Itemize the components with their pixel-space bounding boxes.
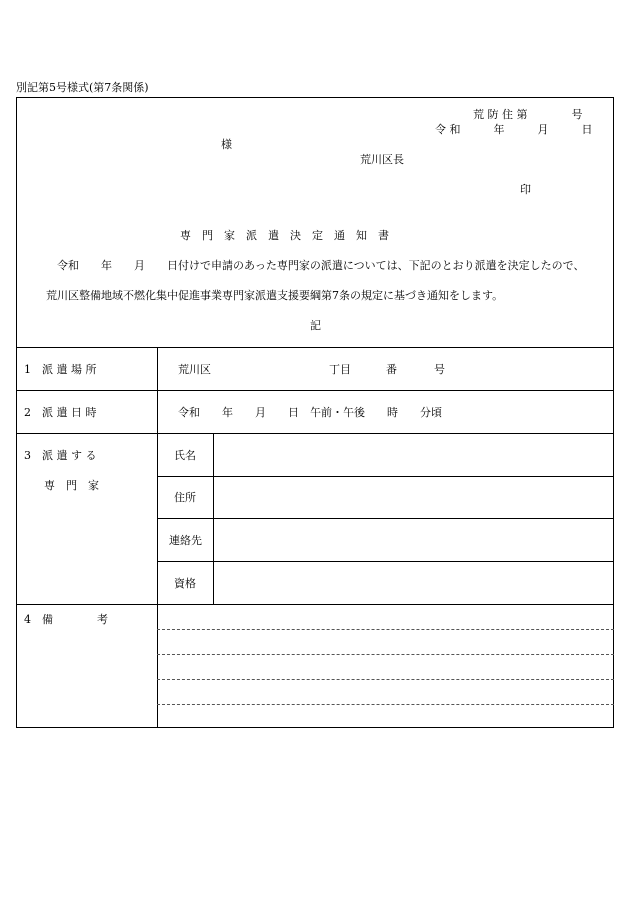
row-divider: [157, 518, 614, 519]
column-divider: [213, 433, 214, 604]
row-divider: [157, 476, 614, 477]
expert-field-name: 氏名: [174, 449, 196, 462]
expert-field-contact: 連絡先: [169, 534, 202, 547]
expert-label-line2: 専 門 家: [44, 479, 99, 492]
expert-field-address: 住所: [174, 491, 196, 504]
issuer-name: 荒川区長: [360, 153, 404, 166]
expert-field-qualification: 資格: [174, 577, 196, 590]
addressee-honorific: 様: [221, 138, 232, 151]
remarks-line: [157, 704, 614, 705]
remarks-line: [157, 679, 614, 680]
remarks-line: [157, 629, 614, 630]
body-text-line2: 荒川区整備地域不燃化集中促進事業専門家派遣支援要綱第7条の規定に基づき通知をします。: [46, 289, 504, 302]
datetime-value: 令和 年 月 日 午前・午後 時 分頃: [178, 406, 442, 419]
remarks-line: [157, 654, 614, 655]
form-caption: 別記第5号様式(第7条関係): [16, 81, 149, 94]
column-divider: [157, 347, 158, 727]
row-divider: [157, 561, 614, 562]
row-divider: [17, 433, 614, 434]
datetime-label: 2 派 遣 日 時: [24, 406, 97, 419]
table-top-border: [17, 347, 614, 348]
notice-form: [16, 97, 614, 728]
row-divider: [17, 604, 614, 605]
ki-heading: 記: [310, 319, 321, 332]
document-title: 専 門 家 派 遣 決 定 通 知 書: [180, 229, 389, 242]
expert-label-line1: 3 派 遣 す る: [24, 449, 97, 462]
place-go: 号: [434, 363, 445, 376]
seal-mark: 印: [520, 183, 531, 196]
row-divider: [17, 390, 614, 391]
document-number: 荒 防 住 第 号: [473, 108, 583, 121]
place-ward: 荒川区: [178, 363, 211, 376]
place-chome: 丁目: [329, 363, 351, 376]
body-text-line1: 令和 年 月 日付けで申請のあった専門家の派遣については、下記のとおり派遣を決定したので、: [57, 259, 585, 272]
place-label: 1 派 遣 場 所: [24, 363, 97, 376]
place-ban: 番: [386, 363, 397, 376]
issue-date: 令 和 年 月 日: [435, 123, 593, 136]
remarks-label: 4 備 考: [24, 613, 108, 626]
